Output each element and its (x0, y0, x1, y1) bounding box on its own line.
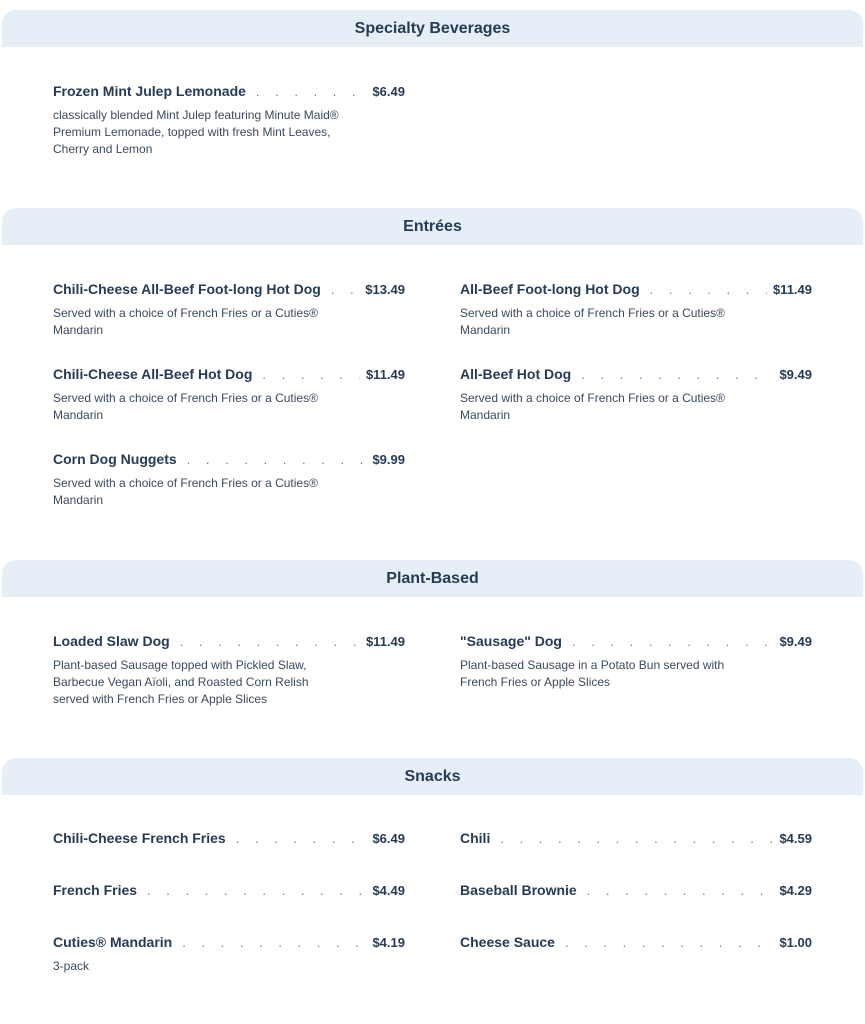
item-name: Baseball Brownie (460, 882, 577, 898)
leader-dots (180, 634, 360, 649)
leader-dots (147, 883, 366, 898)
item-price: $4.19 (372, 935, 405, 950)
item-name: Chili-Cheese All-Beef Foot-long Hot Dog (53, 281, 321, 297)
item-description: Served with a choice of French Fries or a Cuties® Mandarin (53, 476, 318, 507)
menu-item-cuties-mandarin[interactable] (53, 934, 405, 975)
item-description: Served with a choice of French Fries or a Cuties® Mandarin (53, 391, 318, 422)
leader-dots (256, 84, 367, 99)
item-name: Cuties® Mandarin (53, 934, 173, 950)
menu-item-french-fries[interactable] (53, 882, 405, 900)
item-price: $4.29 (779, 883, 812, 898)
leader-dots (587, 883, 774, 898)
item-name: French Fries (53, 882, 138, 898)
leader-dots (581, 367, 773, 382)
item-price: $4.59 (779, 831, 812, 846)
leader-dots (565, 935, 774, 950)
leader-dots (650, 282, 767, 297)
leader-dots (331, 282, 359, 297)
item-price: $6.49 (372, 831, 405, 846)
item-price: $13.49 (365, 282, 405, 297)
item-price: $11.49 (772, 282, 812, 297)
menu-item-corn-dog-nuggets[interactable] (53, 451, 405, 509)
menu-item-chili-cheese-foot-long[interactable] (53, 281, 405, 339)
leader-dots (500, 831, 773, 846)
menu-item-all-beef-foot-long[interactable] (460, 281, 812, 339)
menu-item-all-beef-hot-dog[interactable] (460, 366, 812, 424)
item-price: $1.00 (779, 935, 812, 950)
item-price: $11.49 (365, 634, 405, 649)
leader-dots (572, 634, 773, 649)
item-name: Corn Dog Nuggets (53, 451, 177, 467)
item-name: Cheese Sauce (460, 934, 555, 950)
menu-item-frozen-mint-julep-lemonade[interactable] (53, 83, 405, 158)
menu-item-chili-cheese-hot-dog[interactable] (53, 366, 405, 424)
menu-item-sausage-dog[interactable] (460, 633, 812, 691)
item-description: Served with a choice of French Fries or a Cuties® Mandarin (53, 306, 318, 337)
item-description: Plant-based Sausage topped with Pickled Slaw, Barbecue Vegan Aïoli, and Roasted Corn Relish served with French Fries or Apple Slices (53, 658, 309, 706)
item-name: Chili-Cheese French Fries (53, 830, 226, 846)
leader-dots (262, 367, 360, 382)
item-name: Loaded Slaw Dog (53, 633, 170, 649)
menu-item-chili-cheese-french-fries[interactable] (53, 830, 405, 848)
item-name: All-Beef Hot Dog (460, 366, 572, 382)
item-description: Plant-based Sausage in a Potato Bun served with French Fries or Apple Slices (460, 658, 725, 689)
item-price: $11.49 (365, 367, 405, 382)
item-name: Chili-Cheese All-Beef Hot Dog (53, 366, 253, 382)
leader-dots (236, 831, 367, 846)
item-description: classically blended Mint Julep featuring Minute Maid® Premium Lemonade, topped with fresh Mint Leaves, Cherry and Lemon (53, 108, 339, 156)
item-name: Chili (460, 830, 491, 846)
item-price: $9.49 (779, 634, 812, 649)
item-price: $9.49 (779, 367, 812, 382)
item-description: Served with a choice of French Fries or a Cuties® Mandarin (460, 306, 725, 337)
menu-item-baseball-brownie[interactable] (460, 882, 812, 900)
item-price: $4.49 (372, 883, 405, 898)
leader-dots (187, 452, 367, 467)
section-header-entrees: Entrées (2, 208, 863, 245)
item-name: "Sausage" Dog (460, 633, 562, 649)
item-price: $6.49 (372, 84, 405, 99)
section-header-snacks: Snacks (2, 758, 863, 795)
section-header-specialty-beverages: Specialty Beverages (2, 10, 863, 47)
item-name: All-Beef Foot-long Hot Dog (460, 281, 640, 297)
item-name: Frozen Mint Julep Lemonade (53, 83, 246, 99)
menu-item-chili[interactable] (460, 830, 812, 848)
menu-item-cheese-sauce[interactable] (460, 934, 812, 952)
item-description: Served with a choice of French Fries or a Cuties® Mandarin (460, 391, 725, 422)
item-description: 3-pack (53, 959, 90, 973)
section-header-plant-based: Plant-Based (2, 560, 863, 597)
item-price: $9.99 (372, 452, 405, 467)
leader-dots (182, 935, 366, 950)
menu-item-loaded-slaw-dog[interactable] (53, 633, 405, 708)
